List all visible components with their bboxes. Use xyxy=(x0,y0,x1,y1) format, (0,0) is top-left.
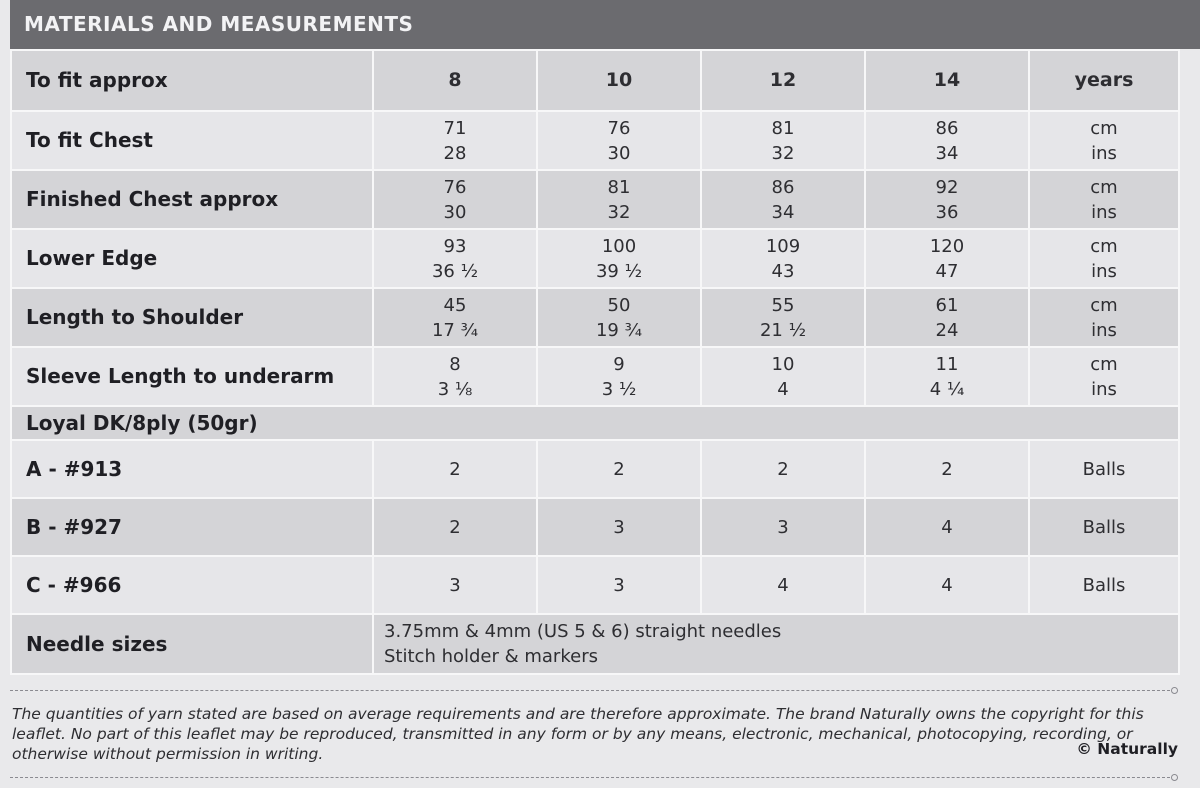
cm-value: 86 xyxy=(935,117,959,139)
unit-cell: Balls xyxy=(1029,498,1179,556)
ins-value: 21 ½ xyxy=(759,319,807,341)
unit-cell xyxy=(1029,229,1179,288)
value-cell xyxy=(537,288,701,347)
ins-value: 36 ½ xyxy=(431,260,479,282)
row-label: To fit approx xyxy=(11,50,373,111)
value-cell xyxy=(865,288,1029,347)
needle-line: 3.75mm & 4mm (US 5 & 6) straight needles xyxy=(384,621,782,642)
ins-value: 32 xyxy=(771,142,795,164)
cm-value: 92 xyxy=(935,176,959,198)
cm-value: 10 xyxy=(771,353,795,375)
ins-value: 30 xyxy=(443,201,467,223)
cm-value: 55 xyxy=(771,294,795,316)
table-row xyxy=(11,614,1179,674)
balls-cell: 4 xyxy=(865,498,1029,556)
ins-value: 17 ¾ xyxy=(431,319,479,341)
cm-value: 81 xyxy=(771,117,795,139)
unit-cm: cm xyxy=(1090,176,1118,198)
balls-cell: 3 xyxy=(537,556,701,614)
value-cell xyxy=(865,347,1029,406)
row-label: A - #913 xyxy=(11,440,373,498)
ins-value: 4 ¼ xyxy=(929,378,965,400)
yarn-heading-row xyxy=(11,406,1179,440)
value-cell xyxy=(865,111,1029,170)
value-cell xyxy=(865,229,1029,288)
balls-cell: 3 xyxy=(701,498,865,556)
row-label: Lower Edge xyxy=(11,229,373,288)
unit-cell: Balls xyxy=(1029,556,1179,614)
ins-value: 3 ⅛ xyxy=(437,378,473,400)
balls-cell: 4 xyxy=(865,556,1029,614)
cm-value: 120 xyxy=(929,235,965,257)
unit-cell: Balls xyxy=(1029,440,1179,498)
value-cell xyxy=(373,111,537,170)
unit-ins: ins xyxy=(1091,201,1117,223)
value-cell xyxy=(537,347,701,406)
copyright-mark: © Naturally xyxy=(1076,740,1178,758)
cm-value: 76 xyxy=(607,117,631,139)
needle-line: Stitch holder & markers xyxy=(384,646,598,667)
size-cell: 14 xyxy=(865,50,1029,111)
unit-cm: cm xyxy=(1090,294,1118,316)
value-cell xyxy=(865,170,1029,229)
size-cell: 12 xyxy=(701,50,865,111)
value-cell xyxy=(537,170,701,229)
cm-value: 76 xyxy=(443,176,467,198)
cm-value: 100 xyxy=(601,235,637,257)
value-cell xyxy=(537,111,701,170)
ins-value: 3 ½ xyxy=(601,378,637,400)
cm-value: 86 xyxy=(771,176,795,198)
ins-value: 32 xyxy=(607,201,631,223)
value-cell xyxy=(701,170,865,229)
balls-cell: 2 xyxy=(373,440,537,498)
cm-value: 71 xyxy=(443,117,467,139)
balls-cell: 4 xyxy=(701,556,865,614)
row-label: Finished Chest approx xyxy=(11,170,373,229)
disclaimer-text: The quantities of yarn stated are based on average requirements and are therefore approximate. The brand Naturally owns the copyright for this leaflet. No part of this leaflet may be reproduced, transmitted in any form or by any means, electronic, mechanical, photocopying, recording, or otherwise without permission in writing. xyxy=(12,705,1144,763)
ins-value: 43 xyxy=(771,260,795,282)
dashed-divider xyxy=(10,690,1170,691)
cm-value: 8 xyxy=(449,353,461,375)
balls-cell: 2 xyxy=(701,440,865,498)
unit-ins: ins xyxy=(1091,319,1117,341)
cm-value: 45 xyxy=(443,294,467,316)
ins-value: 19 ¾ xyxy=(595,319,643,341)
needle-details xyxy=(373,614,1179,674)
value-cell xyxy=(373,288,537,347)
row-label: Length to Shoulder xyxy=(11,288,373,347)
table-row xyxy=(11,288,1179,347)
section-header xyxy=(10,0,1200,49)
value-cell xyxy=(701,111,865,170)
table-row xyxy=(11,111,1179,170)
dashed-divider xyxy=(10,777,1170,778)
unit-cell xyxy=(1029,170,1179,229)
cm-value: 81 xyxy=(607,176,631,198)
value-cell xyxy=(373,347,537,406)
ins-value: 28 xyxy=(443,142,467,164)
ins-value: 36 xyxy=(935,201,959,223)
cm-value: 11 xyxy=(935,353,959,375)
cm-value: 50 xyxy=(607,294,631,316)
unit-cm: cm xyxy=(1090,353,1118,375)
table-row xyxy=(11,440,1179,498)
table-row xyxy=(11,498,1179,556)
ins-value: 30 xyxy=(607,142,631,164)
value-cell xyxy=(701,229,865,288)
row-label: C - #966 xyxy=(11,556,373,614)
unit-cm: cm xyxy=(1090,235,1118,257)
table-row xyxy=(11,556,1179,614)
unit-cell xyxy=(1029,111,1179,170)
table-row xyxy=(11,170,1179,229)
cm-value: 9 xyxy=(613,353,625,375)
value-cell xyxy=(701,288,865,347)
row-label: To fit Chest xyxy=(11,111,373,170)
ins-value: 4 xyxy=(777,378,789,400)
section-title: MATERIALS AND MEASUREMENTS xyxy=(24,12,414,36)
table-row xyxy=(11,347,1179,406)
cm-value: 61 xyxy=(935,294,959,316)
ins-value: 34 xyxy=(935,142,959,164)
value-cell xyxy=(537,229,701,288)
unit-ins: ins xyxy=(1091,142,1117,164)
balls-cell: 2 xyxy=(537,440,701,498)
ins-value: 34 xyxy=(771,201,795,223)
row-label: Sleeve Length to underarm xyxy=(11,347,373,406)
value-cell xyxy=(373,229,537,288)
cm-value: 93 xyxy=(443,235,467,257)
unit-cell xyxy=(1029,288,1179,347)
unit-cell: years xyxy=(1029,50,1179,111)
ins-value: 39 ½ xyxy=(595,260,643,282)
value-cell xyxy=(701,347,865,406)
balls-cell: 2 xyxy=(373,498,537,556)
unit-cell xyxy=(1029,347,1179,406)
row-label: B - #927 xyxy=(11,498,373,556)
table-row xyxy=(11,50,1179,111)
size-cell: 8 xyxy=(373,50,537,111)
unit-ins: ins xyxy=(1091,260,1117,282)
size-cell: 10 xyxy=(537,50,701,111)
cm-value: 109 xyxy=(765,235,801,257)
balls-cell: 3 xyxy=(537,498,701,556)
unit-cm: cm xyxy=(1090,117,1118,139)
measurements-table xyxy=(10,49,1180,675)
yarn-heading: Loyal DK/8ply (50gr) xyxy=(11,406,1179,440)
table-row xyxy=(11,229,1179,288)
balls-cell: 2 xyxy=(865,440,1029,498)
balls-cell: 3 xyxy=(373,556,537,614)
value-cell xyxy=(373,170,537,229)
unit-ins: ins xyxy=(1091,378,1117,400)
row-label: Needle sizes xyxy=(11,614,373,674)
ins-value: 47 xyxy=(935,260,959,282)
ins-value: 24 xyxy=(935,319,959,341)
